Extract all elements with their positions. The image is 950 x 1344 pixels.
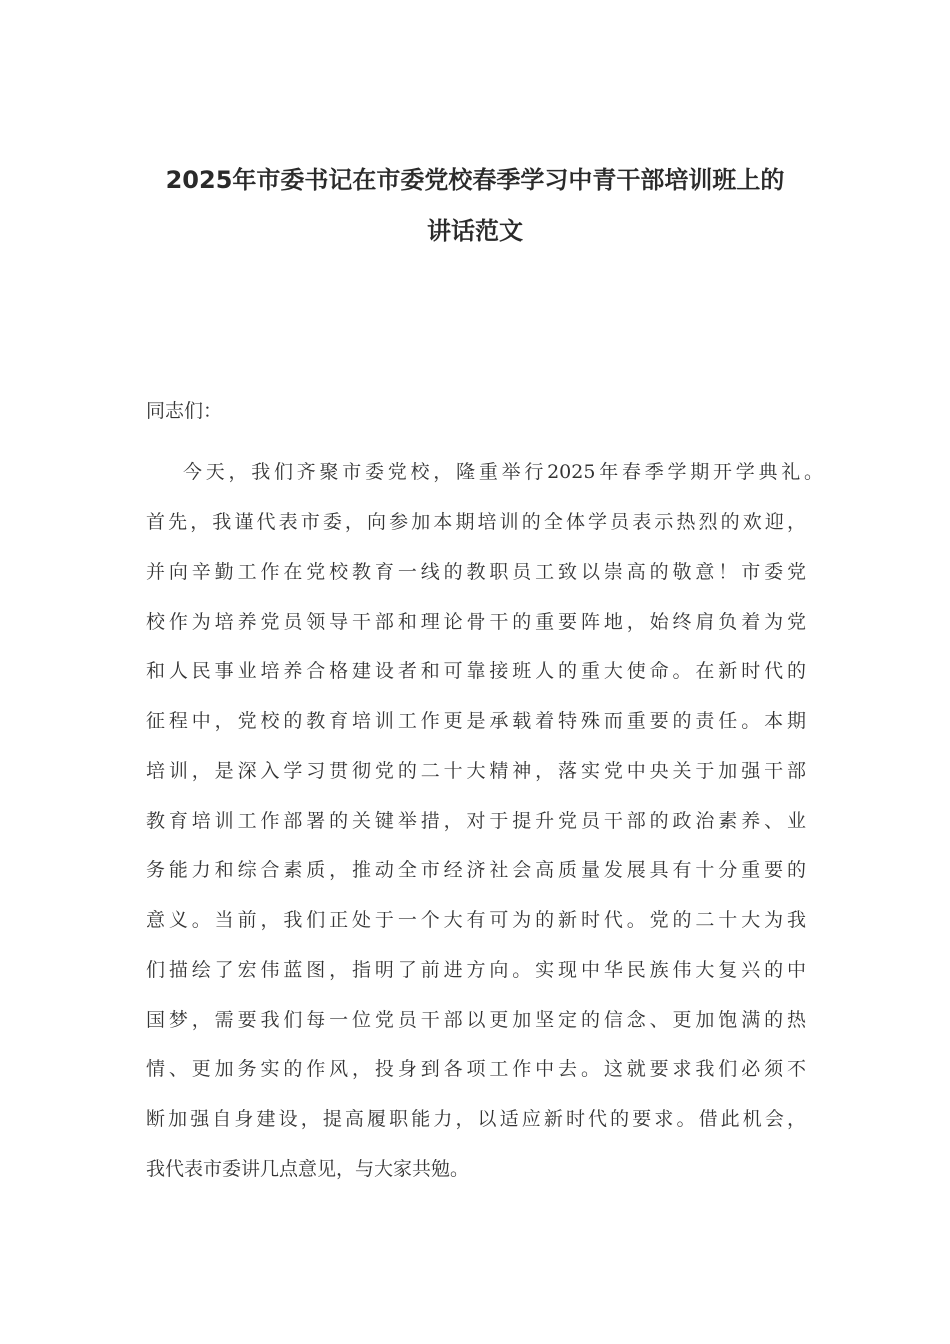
paragraph-line: 首先，我谨代表市委，向参加本期培训的全体学员表示热烈的欢迎，	[146, 511, 806, 533]
paragraph-line: 意义。当前，我们正处于一个大有可为的新时代。党的二十大为我	[146, 909, 806, 931]
paragraph-line: 国梦，需要我们每一位党员干部以更加坚定的信念、更加饱满的热	[146, 1009, 806, 1031]
paragraph-line: 们描绘了宏伟蓝图，指明了前进方向。实现中华民族伟大复兴的中	[146, 959, 806, 981]
salutation: 同志们：	[146, 400, 223, 422]
document-title-line-2: 讲话范文	[427, 217, 523, 245]
paragraph-line: 并向辛勤工作在党校教育一线的教职员工致以崇高的敬意！市委党	[146, 561, 806, 583]
paragraph-line: 情、更加务实的作风，投身到各项工作中去。这就要求我们必须不	[146, 1058, 806, 1080]
paragraph-line: 和人民事业培养合格建设者和可靠接班人的重大使命。在新时代的	[146, 660, 806, 682]
paragraph-line: 培训，是深入学习贯彻党的二十大精神，落实党中央关于加强干部	[146, 760, 806, 782]
paragraph-line: 校作为培养党员领导干部和理论骨干的重要阵地，始终肩负着为党	[146, 611, 806, 633]
paragraph-line: 今天，我们齐聚市委党校，隆重举行2025年春季学期开学典礼。	[183, 461, 823, 483]
paragraph-line: 务能力和综合素质，推动全市经济社会高质量发展具有十分重要的	[146, 859, 806, 881]
paragraph-line: 我代表市委讲几点意见，与大家共勉。	[146, 1158, 470, 1180]
document-title-line-1: 2025年市委书记在市委党校春季学习中青干部培训班上的	[165, 166, 785, 194]
paragraph-line: 征程中，党校的教育培训工作更是承载着特殊而重要的责任。本期	[146, 710, 806, 732]
paragraph-line: 断加强自身建设，提高履职能力，以适应新时代的要求。借此机会，	[146, 1108, 806, 1130]
paragraph-line: 教育培训工作部署的关键举措，对于提升党员干部的政治素养、业	[146, 810, 806, 832]
